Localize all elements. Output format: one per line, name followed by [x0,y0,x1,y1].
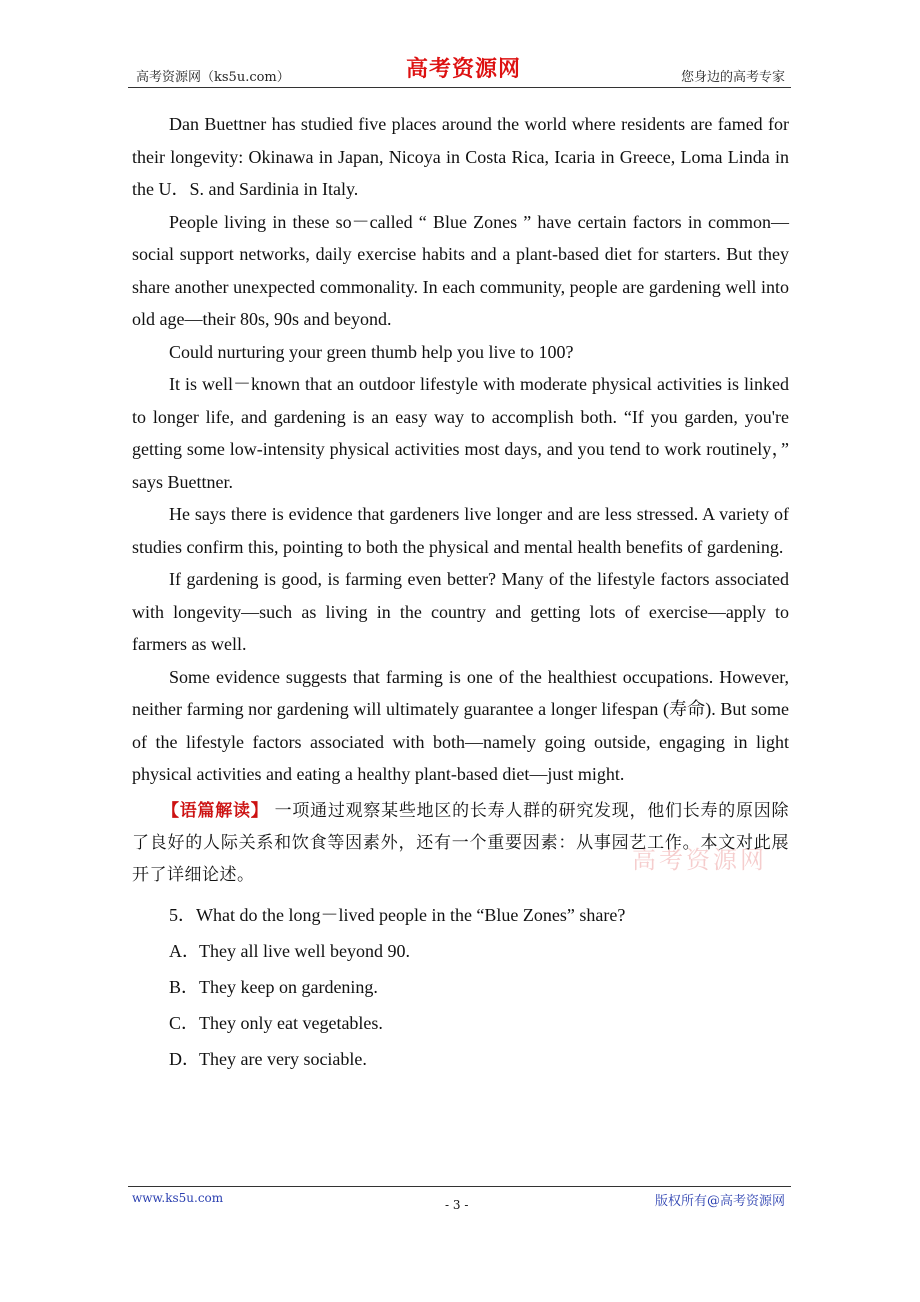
paragraph-7: Some evidence suggests that farming is one of the healthiest occupations. However, neither farming nor gardening will ultimately guarantee a longer lifespan (寿命). But some of the lifestyle factors associated with both—namely going outside, engaging in light physical activities and eating a healthy plant-based diet—just might. [132,666,789,784]
page-header [128,52,791,88]
option-a[interactable] [132,933,789,969]
watermark: 高考资源网 [632,846,767,874]
page-footer [128,1186,791,1226]
option-letter: C． [169,1012,200,1033]
option-d[interactable] [132,1041,789,1077]
option-b[interactable] [132,969,789,1005]
option-letter: A． [169,940,200,961]
header-logo: 高考资源网 [406,56,522,82]
paragraph-3: Could nurturing your green thumb help you live to 100? [169,341,574,362]
page-number: - 3 - [445,1198,469,1212]
option-text: They are very sociable. [199,1048,367,1069]
option-text: They all live well beyond 90. [199,940,410,961]
article-body [132,108,789,1077]
option-c[interactable] [132,1005,789,1041]
option-letter: B． [169,976,200,997]
paragraph-4: It is well－known that an outdoor lifestyle with moderate physical activities is linked to longer life, and gardening is an easy way to accomplish both. “If you garden, you're getting some low-intensity physical activities most days, and you tend to work routinely，” says Buettner. [132,374,789,492]
paragraph-6: If gardening is good, is farming even better? Many of the lifestyle factors associated with longevity—such as living in the country and getting lots of exercise—apply to farmers as well. [132,569,789,654]
passage-analysis [132,795,789,891]
option-letter: D． [169,1048,200,1069]
question-5 [132,897,789,933]
analysis-text: 一项通过观察某些地区的长寿人群的研究发现，他们长寿的原因除了良好的人际关系和饮食等因素外，还有一个重要因素：从事园艺工作。本文对此展开了详细论述。 [132,800,790,885]
question-number: 5． [169,904,196,925]
header-divider [128,87,791,88]
footer-divider [128,1186,791,1187]
footer-copyright: 版权所有@高考资源网 [654,1194,785,1209]
question-text: What do the long－lived people in the “Blue Zones” share? [196,904,626,925]
paragraph-2: People living in these so－called “ Blue Zones ” have certain factors in common—social support networks, daily exercise habits and a plant-based diet for starters. But they share another unexpected commonality. In each community, people are gardening well into old age—their 80s, 90s and beyond. [132,211,789,329]
analysis-tag: 【语篇解读】 [162,800,269,821]
paragraph-5: He says there is evidence that gardeners live longer and are less stressed. A variety of studies confirm this, pointing to both the physical and mental health benefits of gardening. [132,504,789,557]
paragraph-1: Dan Buettner has studied five places around the world where residents are famed for their longevity: Okinawa in Japan, Nicoya in Costa Rica, Icaria in Greece, Loma Linda in the U．S. and Sardinia in Italy. [132,114,789,199]
option-text: They only eat vegetables. [199,1012,383,1033]
footer-site-link[interactable]: www.ks5u.com [132,1191,224,1205]
header-slogan: 您身边的高考专家 [680,70,785,85]
header-site-name: 高考资源网（ks5u.com） [136,70,290,85]
option-text: They keep on gardening. [199,976,378,997]
